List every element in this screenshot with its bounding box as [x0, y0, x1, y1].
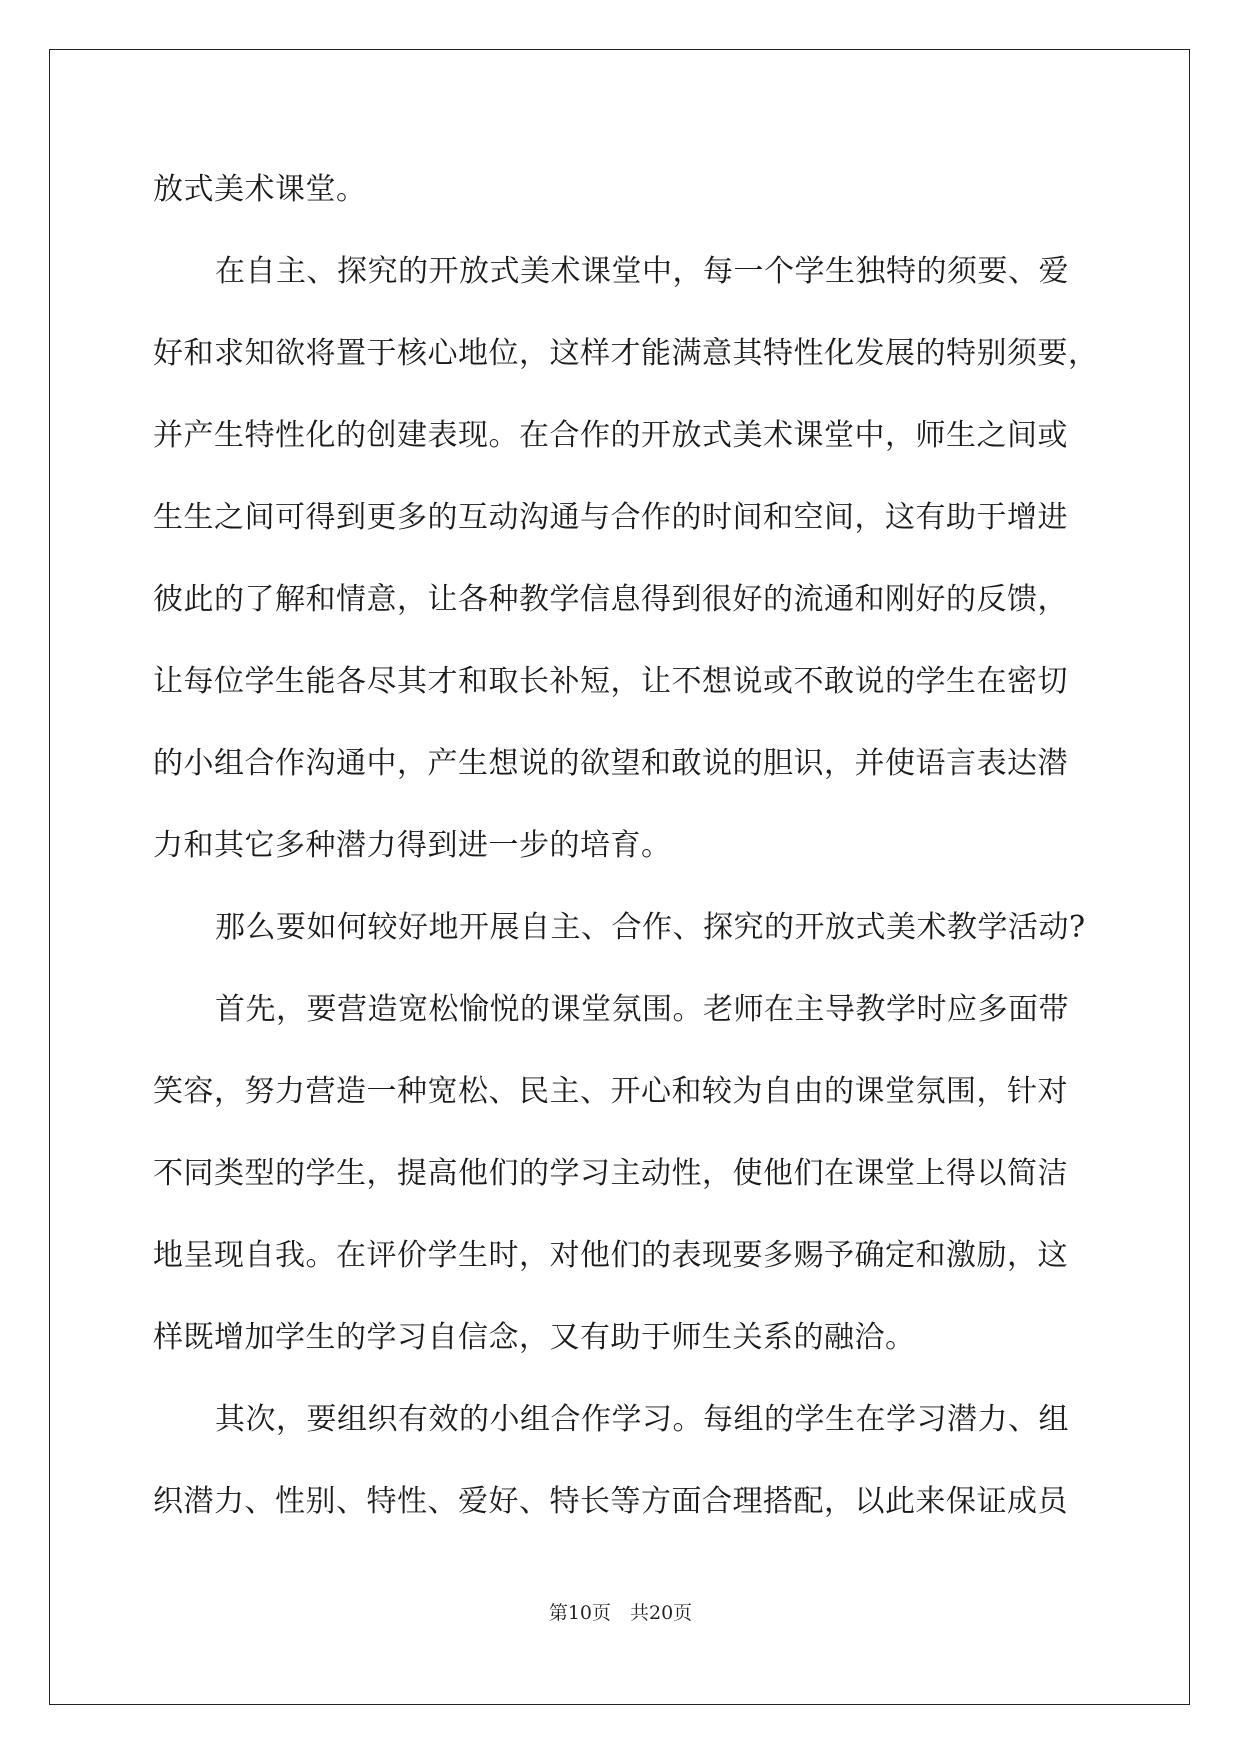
- document-body: [153, 160, 1099, 1554]
- text-line: 笑容，努力营造一种宽松、民主、开心和较为自由的课堂氛围，针对: [153, 1074, 1068, 1109]
- text-line: 生生之间可得到更多的互动沟通与合作的时间和空间，这有助于增进: [153, 500, 1068, 535]
- paragraph-first-line: 其次，要组织有效的小组合作学习。每组的学生在学习潜力、组: [215, 1402, 1069, 1437]
- text-line: 让每位学生能各尽其才和取长补短，让不想说或不敢说的学生在密切: [153, 664, 1068, 699]
- paragraph-first-line: 在自主、探究的开放式美术课堂中，每一个学生独特的须要、爱: [215, 254, 1069, 289]
- paragraph-first-line: 首先，要营造宽松愉悦的课堂氛围。老师在主导教学时应多面带: [215, 992, 1069, 1027]
- text-line: 力和其它多种潜力得到进一步的培育。: [153, 828, 672, 863]
- page-number: 第10页 共20页: [548, 1602, 693, 1624]
- text-line: 好和求知欲将置于核心地位，这样才能满意其特性化发展的特别须要，: [153, 336, 1099, 371]
- text-line: 样既增加学生的学习自信念，又有助于师生关系的融洽。: [153, 1320, 916, 1355]
- text-line: 并产生特性化的创建表现。在合作的开放式美术课堂中，师生之间或: [153, 418, 1068, 453]
- text-line: 织潜力、性别、特性、爱好、特长等方面合理搭配，以此来保证成员: [153, 1484, 1068, 1519]
- paragraph-first-line: 那么要如何较好地开展自主、合作、探究的开放式美术教学活动?: [215, 910, 1086, 945]
- text-line: 彼此的了解和情意，让各种教学信息得到很好的流通和刚好的反馈，: [153, 582, 1068, 617]
- text-line: 地呈现自我。在评价学生时，对他们的表现要多赐予确定和激励，这: [153, 1238, 1068, 1273]
- text-line: 不同类型的学生，提高他们的学习主动性，使他们在课堂上得以简洁: [153, 1156, 1068, 1191]
- text-line: 放式美术课堂。: [153, 172, 367, 207]
- text-line: 的小组合作沟通中，产生想说的欲望和敢说的胆识，并使语言表达潜: [153, 746, 1068, 781]
